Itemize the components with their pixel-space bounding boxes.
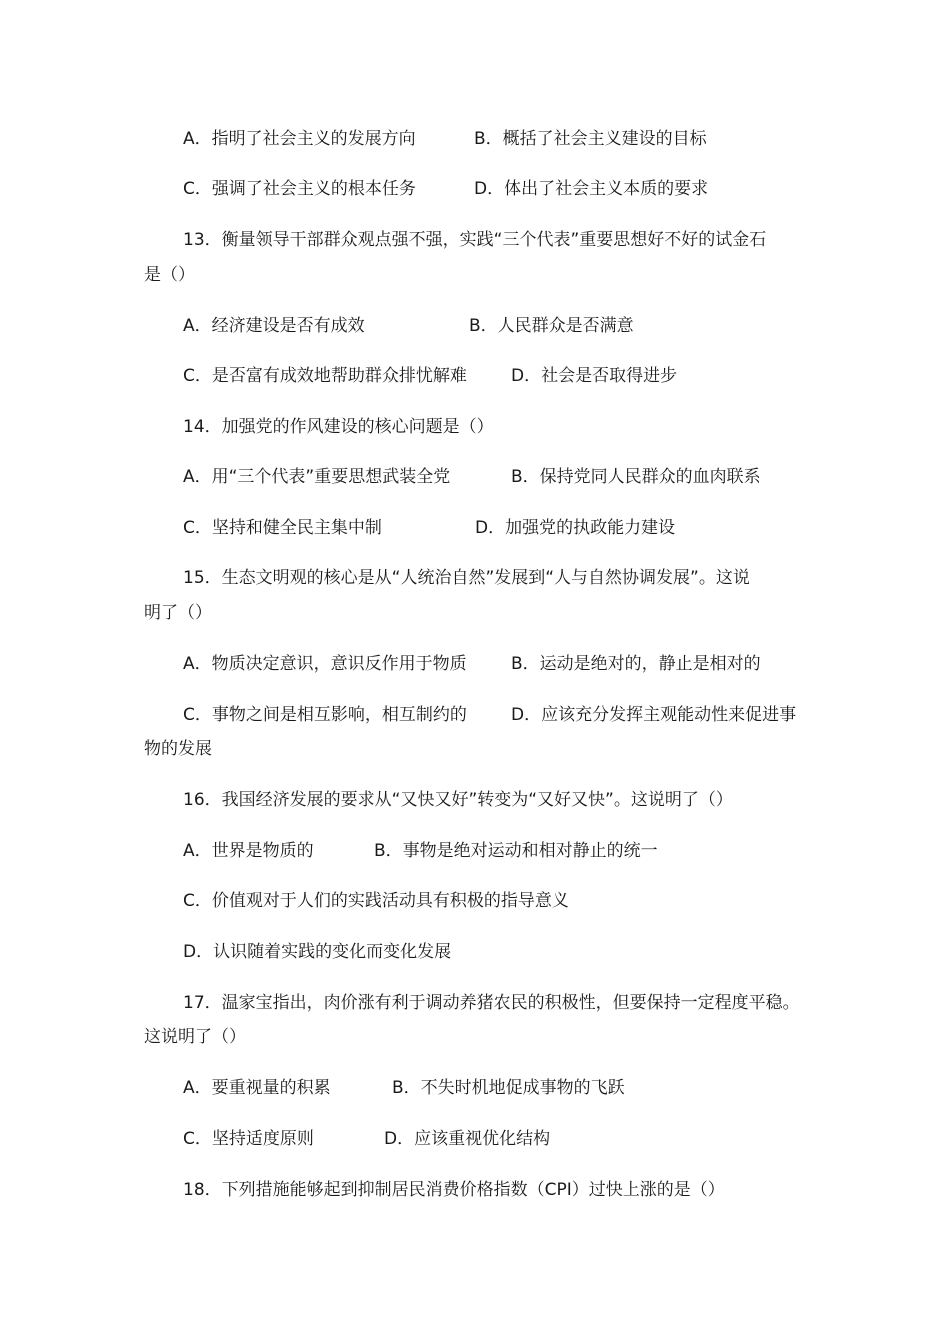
q17-option-d: D．应该重视优化结构: [384, 1129, 551, 1149]
q12-option-a: A．指明了社会主义的发展方向: [183, 129, 416, 149]
q14-option-d: D．加强党的执政能力建设: [475, 518, 676, 538]
q17-option-c: C．坚持适度原则: [183, 1129, 314, 1149]
q16-option-c: C．价值观对于人们的实践活动具有积极的指导意义: [183, 891, 569, 911]
q18-stem: 18．下列措施能够起到抑制居民消费价格指数（CPI）过快上涨的是（）: [183, 1180, 725, 1200]
q16-option-d: D．认识随着实践的变化而变化发展: [183, 942, 452, 962]
q15-stem-line2: 明了（）: [144, 603, 212, 623]
q14-option-b: B．保持党同人民群众的血肉联系: [511, 467, 761, 487]
q15-stem-line1: 15．生态文明观的核心是从“人统治自然”发展到“人与自然协调发展”。这说: [183, 568, 750, 588]
q13-option-b: B．人民群众是否满意: [469, 316, 634, 336]
q17-stem-line2: 这说明了（）: [144, 1027, 246, 1047]
q16-stem: 16．我国经济发展的要求从“又快又好”转变为“又好又快”。这说明了（）: [183, 790, 733, 810]
q17-option-a: A．要重视量的积累: [183, 1078, 331, 1098]
q15-option-c: C．事物之间是相互影响，相互制约的: [183, 705, 467, 725]
q13-option-c: C．是否富有成效地帮助群众排忧解难: [183, 366, 467, 386]
q13-stem-line2: 是（）: [144, 265, 195, 285]
q17-option-b: B．不失时机地促成事物的飞跃: [392, 1078, 625, 1098]
q13-option-a: A．经济建设是否有成效: [183, 316, 365, 336]
q13-stem-line1: 13．衡量领导干部群众观点强不强，实践“三个代表”重要思想好不好的试金石: [183, 230, 767, 250]
q12-option-d: D．体出了社会主义本质的要求: [474, 179, 709, 199]
q15-option-b: B．运动是绝对的，静止是相对的: [511, 654, 761, 674]
q15-option-a: A．物质决定意识，意识反作用于物质: [183, 654, 467, 674]
q15-option-d-line1: D．应该充分发挥主观能动性来促进事: [511, 705, 797, 725]
q17-stem-line1: 17．温家宝指出，肉价涨有利于调动养猪农民的积极性，但要保持一定程度平稳。: [183, 993, 800, 1013]
q14-option-c: C．坚持和健全民主集中制: [183, 518, 382, 538]
q14-option-a: A．用“三个代表”重要思想武装全党: [183, 467, 451, 487]
q12-option-b: B．概括了社会主义建设的目标: [474, 129, 707, 149]
q14-stem: 14．加强党的作风建设的核心问题是（）: [183, 417, 494, 437]
q16-option-a: A．世界是物质的: [183, 841, 314, 861]
q12-option-c: C．强调了社会主义的根本任务: [183, 179, 416, 199]
q16-option-b: B．事物是绝对运动和相对静止的统一: [374, 841, 658, 861]
q15-option-d-line2: 物的发展: [144, 739, 212, 759]
q13-option-d: D．社会是否取得进步: [511, 366, 678, 386]
